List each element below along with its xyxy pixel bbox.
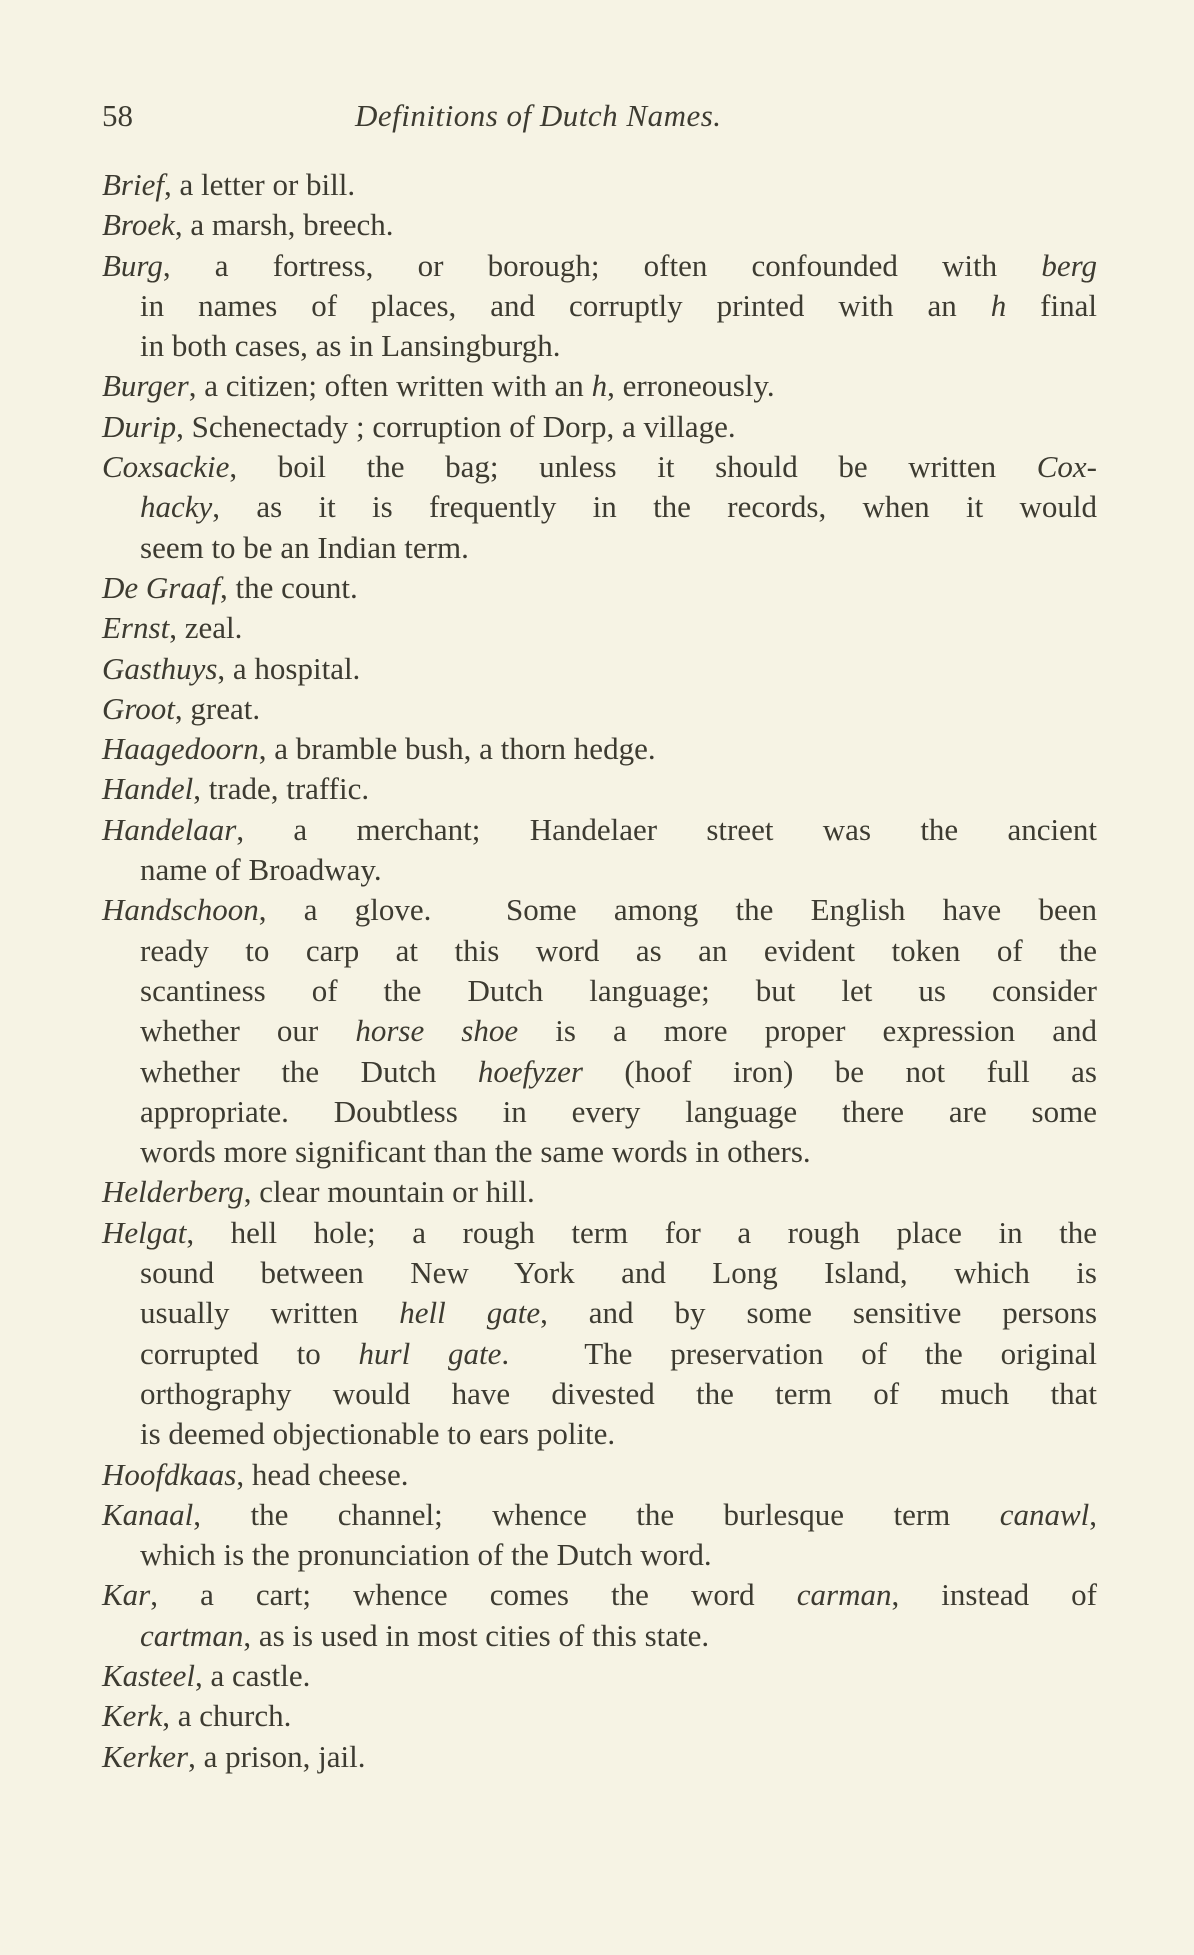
entry-first-line [102,608,1097,648]
entry-continuation-line [102,528,1097,568]
entry-first-line [102,1656,1097,1696]
entry-continuation-line [102,1414,1097,1454]
entry-first-line [102,205,1097,245]
line-text [140,1293,1097,1333]
definition-entry [102,1172,1097,1212]
italic-term: h [990,287,1007,323]
definition-entry [102,1213,1097,1455]
entry-first-line [102,1575,1097,1615]
entry-first-line [102,1213,1097,1253]
headword: Burg [102,247,163,283]
line-text [102,447,1097,487]
definition-entry [102,1455,1097,1495]
line-text [102,1172,1097,1212]
entry-first-line [102,1455,1097,1495]
definition-entry [102,568,1097,608]
definition-text: corrupted to [140,1335,359,1371]
headword: De Graaf [102,569,220,605]
definition-text: , as it is frequently in the records, when it would [212,489,1097,525]
definition-text: orthography would have divested the term of much that [140,1375,1097,1411]
entry-first-line [102,568,1097,608]
entry-continuation-line [102,1334,1097,1374]
definition-text: , as is used in most cities of this state. [243,1617,710,1653]
definition-text: whether the Dutch [140,1053,478,1089]
line-text [140,1334,1097,1374]
definition-text: , a fortress, or borough; often confounded with [162,247,1042,283]
italic-term: cartman [140,1617,244,1653]
headword: Coxsackie [102,449,230,485]
headword: Brief [102,167,164,202]
entry-continuation-line [102,326,1097,366]
line-text [102,608,1097,648]
line-text [102,165,1097,205]
definition-text: , Schenectady ; corruption of Dorp, a village. [176,408,736,444]
definition-text: , a glove. Some among the English have been [258,892,1097,928]
headword: Kar [102,1577,151,1613]
line-text [140,1052,1097,1092]
line-text [102,729,1097,769]
definition-text: , and by some sensitive persons [540,1295,1098,1331]
definition-text: , boil the bag; unless it should be written [229,449,1037,485]
italic-term: canawl [999,1496,1090,1532]
definition-text: , instead of [891,1577,1097,1613]
definition-text: is deemed objectionable to ears polite. [140,1416,616,1452]
line-text [140,1616,1097,1656]
definition-text: , clear mountain or hill. [243,1174,535,1210]
definition-text: , head cheese. [236,1456,409,1492]
entry-continuation-line [102,1253,1097,1293]
entry-continuation-line [102,1092,1097,1132]
entry-continuation-line [102,850,1097,890]
definition-entry [102,1575,1097,1656]
line-text [140,1253,1097,1293]
definition-text: , the count. [219,569,358,605]
entry-continuation-line [102,286,1097,326]
line-text [140,1535,1097,1575]
italic-term: horse shoe [355,1013,519,1049]
entry-continuation-line [102,487,1097,527]
definition-entry [102,205,1097,245]
entry-continuation-line [102,1011,1097,1051]
definition-text: , a marsh, breech. [174,207,394,243]
entry-continuation-line [102,1374,1097,1414]
headword: Hoofdkaas [102,1456,237,1492]
definition-text: (hoof iron) be not full as [582,1053,1097,1089]
definition-text: in both cases, as in Lansingburgh. [140,328,561,364]
headword: Gasthuys [102,650,218,686]
definition-entry [102,407,1097,447]
entry-first-line [102,729,1097,769]
italic-term: hoefyzer [477,1053,583,1089]
definition-entry [102,729,1097,769]
definition-text: , a citizen; often written with an [188,368,592,404]
definitions-list [102,165,1097,1777]
entry-continuation-line [102,1616,1097,1656]
entry-first-line [102,769,1097,809]
italic-term: carman [796,1577,892,1613]
entry-continuation-line [102,1293,1097,1333]
definition-text: , a castle. [195,1657,311,1693]
definition-text: appropriate. Doubtless in every language there are some [140,1093,1097,1129]
headword: Kerker [102,1738,189,1774]
line-text [140,971,1097,1011]
definition-text: whether our [140,1013,356,1049]
definition-text: , a cart; whence comes the word [150,1577,797,1613]
entry-first-line [102,1737,1097,1777]
line-text [102,1656,1097,1696]
line-text [102,205,1097,245]
definition-text: , a bramble bush, a thorn hedge. [258,731,656,767]
definition-entry [102,1656,1097,1696]
definition-entry [102,769,1097,809]
definition-entry [102,890,1097,1172]
line-text [102,890,1097,930]
line-text [140,850,1097,890]
definition-text: words more significant than the same words in others. [140,1134,811,1170]
line-text [102,1696,1097,1736]
entry-first-line [102,689,1097,729]
entry-first-line [102,890,1097,930]
headword: Kanaal [102,1496,194,1532]
entry-first-line [102,1172,1097,1212]
definition-text: ready to carp at this word as an evident token of the [140,932,1097,968]
definition-entry [102,649,1097,689]
definition-text: , a letter or bill. [164,167,356,202]
headword: Ernst [102,610,170,646]
headword: Handelaar [102,811,237,847]
definition-entry [102,447,1097,568]
line-text [102,810,1097,850]
definition-entry [102,1495,1097,1576]
definition-text: , erroneously. [607,368,775,404]
line-text [102,407,1097,447]
headword: Burger [102,368,189,404]
line-text [102,1213,1097,1253]
definition-text: sound between New York and Long Island, which is [140,1255,1097,1291]
entry-first-line [102,447,1097,487]
definition-entry [102,165,1097,205]
line-text [102,568,1097,608]
entry-continuation-line [102,931,1097,971]
definition-entry [102,246,1097,367]
running-header [102,98,1097,142]
definition-text: name of Broadway. [140,852,382,888]
headword: Helgat [102,1214,187,1250]
italic-term: berg [1041,247,1097,283]
line-text [102,1737,1097,1777]
headword: Helderberg [102,1174,244,1210]
entry-continuation-line [102,1052,1097,1092]
page-title: Definitions of Dutch Names. [355,98,722,133]
definition-text: which is the pronunciation of the Dutch word. [140,1537,712,1573]
definition-text: , a prison, jail. [188,1738,366,1774]
definition-text: , zeal. [169,610,243,646]
entry-first-line [102,165,1097,205]
definition-text: , [1089,1496,1097,1532]
definition-text: usually written [140,1295,400,1331]
headword: Handschoon [102,892,259,928]
entry-continuation-line [102,971,1097,1011]
definition-entry [102,1737,1097,1777]
italic-term: hacky [140,489,213,525]
line-text [102,366,1097,406]
italic-term: Cox- [1036,449,1097,485]
definition-entry [102,810,1097,891]
line-text [140,487,1097,527]
definition-text: , a merchant; Handelaer street was the ancient [236,811,1097,847]
line-text [102,1455,1097,1495]
definition-text: . The preservation of the original [501,1335,1098,1371]
headword: Kerk [102,1698,163,1734]
definition-text: , a hospital. [217,650,361,686]
definition-text: scantiness of the Dutch language; but let us consider [140,972,1097,1008]
headword: Groot [102,690,175,726]
definition-text: , a church. [162,1698,292,1734]
entry-first-line [102,366,1097,406]
line-text [140,326,1097,366]
definition-text: final [1006,287,1097,323]
italic-term: hurl gate [358,1335,502,1371]
italic-term: hell gate [399,1295,541,1331]
line-text [140,1374,1097,1414]
definition-text: , great. [174,690,261,726]
definition-entry [102,608,1097,648]
entry-first-line [102,649,1097,689]
page-number: 58 [102,98,133,133]
line-text [102,1495,1097,1535]
entry-first-line [102,1495,1097,1535]
definition-text: is a more proper expression and [518,1013,1097,1049]
line-text [140,1132,1097,1172]
entry-first-line [102,810,1097,850]
entry-first-line [102,407,1097,447]
line-text [140,1092,1097,1132]
entry-continuation-line [102,1535,1097,1575]
line-text [140,1011,1097,1051]
italic-term: h [591,368,608,404]
line-text [102,689,1097,729]
line-text [140,286,1097,326]
line-text [140,1414,1097,1454]
entry-first-line [102,246,1097,286]
headword: Durip [102,408,177,444]
definition-text: in names of places, and corruptly printed with an [140,287,991,323]
definition-text: seem to be an Indian term. [140,529,469,565]
headword: Haagedoorn [102,731,259,767]
definition-text: , hell hole; a rough term for a rough place in the [186,1214,1097,1250]
definition-text: , the channel; whence the burlesque term [193,1496,1000,1532]
definition-entry [102,689,1097,729]
headword: Broek [102,207,175,243]
line-text [140,528,1097,568]
line-text [102,649,1097,689]
headword: Handel [102,771,194,807]
line-text [102,1575,1097,1615]
definition-entry [102,366,1097,406]
entry-first-line [102,1696,1097,1736]
entry-continuation-line [102,1132,1097,1172]
line-text [102,769,1097,809]
line-text [102,246,1097,286]
definition-entry [102,1696,1097,1736]
line-text [140,931,1097,971]
definition-text: , trade, traffic. [193,771,370,807]
headword: Kasteel [102,1657,195,1693]
